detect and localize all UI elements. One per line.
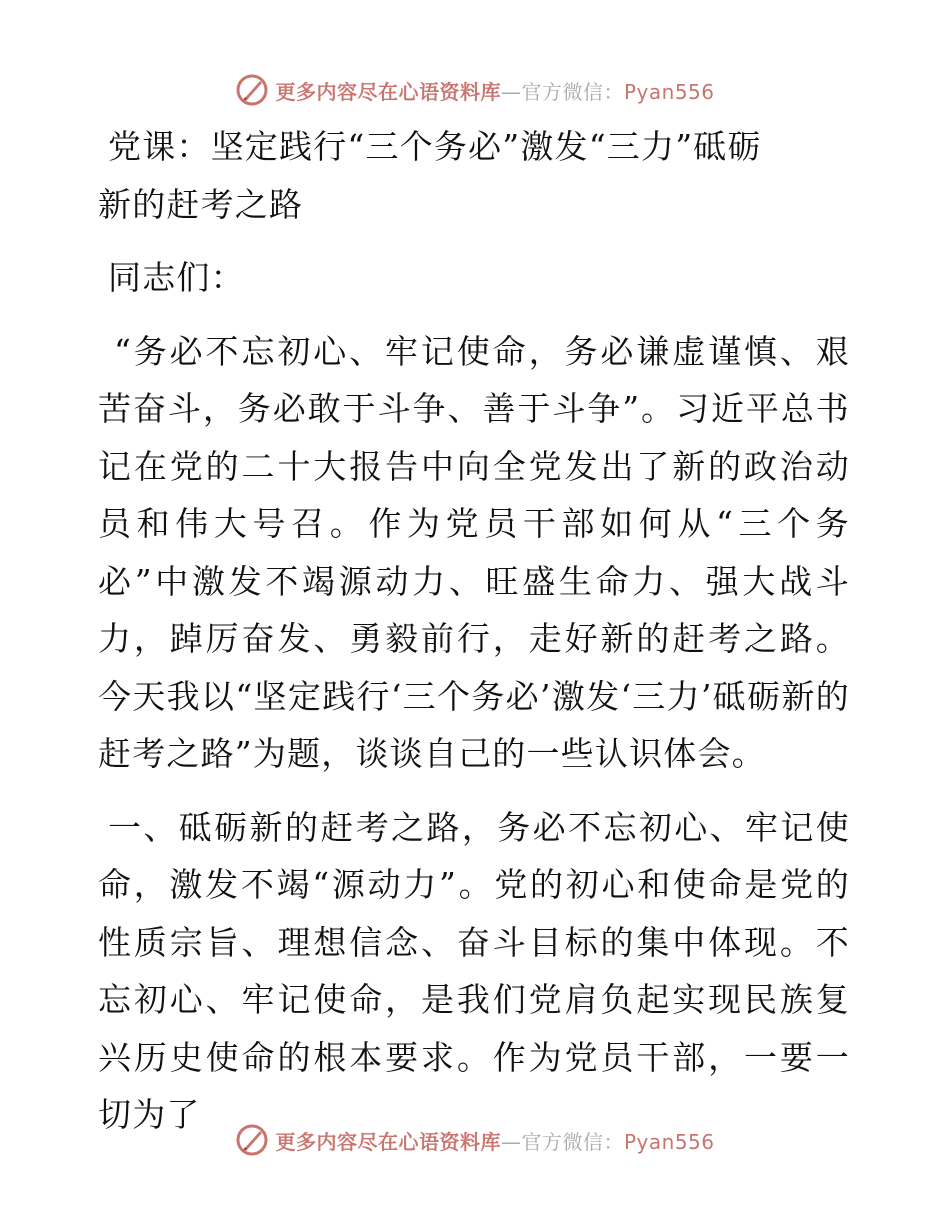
watermark-separator-text: —官方微信： (500, 79, 624, 104)
document-title (98, 118, 850, 233)
watermark-account-text: Pyan556 (623, 79, 715, 104)
watermark-main-text: 更多内容尽在心语资料库 (275, 79, 501, 104)
title-line-2: 新的赶考之路 (98, 184, 304, 224)
quill-pen-logo-icon (235, 1123, 269, 1157)
watermark-main-text: 更多内容尽在心语资料库 (275, 1129, 501, 1154)
header-watermark (0, 70, 950, 110)
paragraph-intro: “务必不忘初心、牢记使命，务必谦虚谨慎、艰苦奋斗，务必敢于斗争、善于斗争”。习近平总书记在党的二十大报告中向全党发出了新的政治动员和伟大号召。作为党员干部如何从“三个务必”中激发不竭源动力、旺盛生命力、强大战斗力，踔厉奋发、勇毅前行，走好新的赶考之路。今天我以“坚定践行‘三个务必’激发‘三力’砥砺新的赶考之路”为题，谈谈自己的一些认识体会。 (98, 331, 850, 773)
salutation: 同志们： (108, 258, 245, 297)
document-body (98, 118, 850, 1144)
watermark-account-text: Pyan556 (623, 1129, 715, 1154)
watermark-separator-text: —官方微信： (500, 1129, 624, 1154)
title-line-1: 党课：坚定践行“三个务必”激发“三力”砥砺 (108, 127, 762, 166)
footer-watermark (0, 1120, 950, 1160)
paragraph-section-one: 一、砥砺新的赶考之路，务必不忘初心、牢记使命，激发不竭“源动力”。党的初心和使命是党的性质宗旨、理想信念、奋斗目标的集中体现。不忘初心、牢记使命，是我们党肩负起实现民族复兴历史使命的根本要求。作为党员干部，一要一切为了 (98, 807, 850, 1134)
quill-pen-logo-icon (235, 73, 269, 107)
